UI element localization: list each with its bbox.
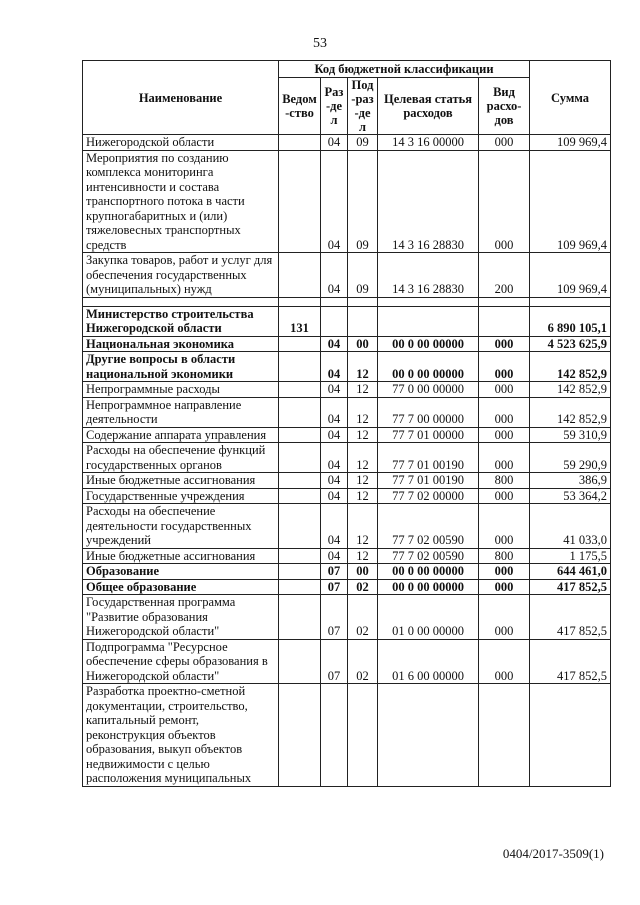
cell-name: Нижегородской области [83, 135, 279, 151]
cell-razdel: 07 [321, 579, 348, 595]
cell-name: Непрограммное направление деятельности [83, 397, 279, 427]
table-row [83, 473, 611, 489]
table-row [83, 564, 611, 580]
cell-vid: 000 [479, 488, 530, 504]
cell-sum: 109 969,4 [530, 135, 611, 151]
cell-sum: 386,9 [530, 473, 611, 489]
cell-vedomstvo [279, 382, 321, 398]
cell-vid: 000 [479, 135, 530, 151]
cell-sum: 644 461,0 [530, 564, 611, 580]
header-podrazdel: Под-раз-дел [348, 78, 378, 135]
spacer-cell [378, 297, 479, 306]
spacer-cell [479, 297, 530, 306]
cell-celevaya [378, 306, 479, 336]
page-number: 53 [313, 36, 327, 51]
cell-vedomstvo [279, 548, 321, 564]
budget-table [82, 60, 611, 787]
table-row [83, 443, 611, 473]
cell-podrazdel: 02 [348, 639, 378, 684]
cell-razdel: 04 [321, 504, 348, 549]
cell-podrazdel: 09 [348, 135, 378, 151]
cell-sum: 417 852,5 [530, 579, 611, 595]
cell-razdel: 07 [321, 639, 348, 684]
spacer-cell [321, 297, 348, 306]
cell-celevaya: 77 7 01 00190 [378, 443, 479, 473]
cell-vedomstvo [279, 564, 321, 580]
cell-razdel: 04 [321, 253, 348, 298]
cell-podrazdel: 12 [348, 443, 378, 473]
cell-vedomstvo [279, 504, 321, 549]
table-row [83, 684, 611, 787]
cell-sum: 6 890 105,1 [530, 306, 611, 336]
cell-vedomstvo [279, 488, 321, 504]
cell-vid: 200 [479, 253, 530, 298]
cell-razdel [321, 306, 348, 336]
cell-name: Содержание аппарата управления [83, 427, 279, 443]
cell-podrazdel: 00 [348, 336, 378, 352]
cell-vedomstvo [279, 253, 321, 298]
cell-podrazdel: 09 [348, 150, 378, 253]
table-row [83, 548, 611, 564]
cell-name: Другие вопросы в области национальной экономики [83, 352, 279, 382]
cell-razdel: 04 [321, 150, 348, 253]
cell-razdel: 04 [321, 473, 348, 489]
cell-vid: 000 [479, 639, 530, 684]
cell-name: Министерство строительства Нижегородской области [83, 306, 279, 336]
cell-vedomstvo: 131 [279, 306, 321, 336]
cell-sum: 59 310,9 [530, 427, 611, 443]
header-code-group: Код бюджетной классификации [279, 61, 530, 78]
cell-celevaya: 77 7 01 00000 [378, 427, 479, 443]
cell-sum: 53 364,2 [530, 488, 611, 504]
cell-razdel: 04 [321, 443, 348, 473]
table-row [83, 488, 611, 504]
table-row [83, 352, 611, 382]
cell-name: Национальная экономика [83, 336, 279, 352]
cell-vedomstvo [279, 135, 321, 151]
cell-celevaya: 77 7 01 00190 [378, 473, 479, 489]
cell-razdel [321, 684, 348, 787]
table-row [83, 382, 611, 398]
cell-celevaya: 00 0 00 00000 [378, 564, 479, 580]
cell-celevaya: 01 0 00 00000 [378, 595, 479, 640]
cell-sum: 1 175,5 [530, 548, 611, 564]
cell-vedomstvo [279, 579, 321, 595]
cell-razdel: 04 [321, 427, 348, 443]
cell-name: Государственные учреждения [83, 488, 279, 504]
cell-sum: 41 033,0 [530, 504, 611, 549]
cell-name: Разработка проектно-сметной документации, строительство, капитальный ремонт, реконструкция объектов образования, выкуп объектов недвижимости с целью расположения муниципальных [83, 684, 279, 787]
cell-podrazdel: 12 [348, 548, 378, 564]
table-row [83, 595, 611, 640]
cell-name: Расходы на обеспечение деятельности государственных учреждений [83, 504, 279, 549]
spacer-cell [530, 297, 611, 306]
cell-vid: 000 [479, 595, 530, 640]
table-row [83, 253, 611, 298]
cell-sum: 417 852,5 [530, 639, 611, 684]
table-row [83, 579, 611, 595]
cell-vedomstvo [279, 473, 321, 489]
cell-razdel: 04 [321, 548, 348, 564]
table-row [83, 135, 611, 151]
cell-sum: 4 523 625,9 [530, 336, 611, 352]
cell-celevaya: 00 0 00 00000 [378, 336, 479, 352]
cell-name: Государственная программа "Развитие образования Нижегородской области" [83, 595, 279, 640]
table-body [83, 135, 611, 787]
cell-name: Подпрограмма "Ресурсное обеспечение сферы образования в Нижегородской области" [83, 639, 279, 684]
cell-podrazdel [348, 306, 378, 336]
cell-podrazdel: 02 [348, 579, 378, 595]
table-row [83, 397, 611, 427]
header-name: Наименование [83, 61, 279, 135]
cell-celevaya: 77 7 02 00000 [378, 488, 479, 504]
cell-podrazdel: 12 [348, 473, 378, 489]
cell-celevaya: 14 3 16 28830 [378, 150, 479, 253]
cell-razdel: 04 [321, 397, 348, 427]
cell-celevaya: 77 7 02 00590 [378, 548, 479, 564]
cell-vid: 800 [479, 548, 530, 564]
header-sum: Сумма [530, 61, 611, 135]
cell-celevaya: 00 0 00 00000 [378, 352, 479, 382]
cell-vedomstvo [279, 443, 321, 473]
table-row [83, 336, 611, 352]
table-row [83, 427, 611, 443]
header-vid: Вид расхо-дов [479, 78, 530, 135]
cell-sum: 142 852,9 [530, 352, 611, 382]
table-row [83, 639, 611, 684]
cell-vid: 000 [479, 427, 530, 443]
cell-podrazdel: 09 [348, 253, 378, 298]
cell-podrazdel: 12 [348, 382, 378, 398]
cell-podrazdel: 12 [348, 352, 378, 382]
cell-name: Расходы на обеспечение функций государственных органов [83, 443, 279, 473]
cell-vid: 000 [479, 564, 530, 580]
cell-podrazdel: 12 [348, 427, 378, 443]
cell-vid: 000 [479, 150, 530, 253]
cell-razdel: 04 [321, 135, 348, 151]
cell-celevaya: 14 3 16 00000 [378, 135, 479, 151]
spacer-cell [83, 297, 279, 306]
cell-name: Иные бюджетные ассигнования [83, 473, 279, 489]
cell-razdel: 04 [321, 382, 348, 398]
document-code: 0404/2017-3509(1) [502, 846, 604, 861]
cell-vid [479, 306, 530, 336]
cell-sum: 142 852,9 [530, 397, 611, 427]
cell-podrazdel [348, 684, 378, 787]
cell-podrazdel: 12 [348, 397, 378, 427]
header-celevaya: Целевая статья расходов [378, 78, 479, 135]
cell-vedomstvo [279, 397, 321, 427]
cell-celevaya: 00 0 00 00000 [378, 579, 479, 595]
spacer-cell [279, 297, 321, 306]
cell-sum: 417 852,5 [530, 595, 611, 640]
cell-podrazdel: 12 [348, 488, 378, 504]
header-razdel: Раз-дел [321, 78, 348, 135]
cell-razdel: 07 [321, 564, 348, 580]
cell-celevaya: 77 7 00 00000 [378, 397, 479, 427]
cell-celevaya: 01 6 00 00000 [378, 639, 479, 684]
cell-name: Образование [83, 564, 279, 580]
cell-celevaya: 14 3 16 28830 [378, 253, 479, 298]
spacer-row [83, 297, 611, 306]
cell-vid: 800 [479, 473, 530, 489]
cell-vedomstvo [279, 427, 321, 443]
cell-celevaya: 77 7 02 00590 [378, 504, 479, 549]
cell-vid: 000 [479, 579, 530, 595]
cell-name: Общее образование [83, 579, 279, 595]
cell-vedomstvo [279, 150, 321, 253]
cell-vid: 000 [479, 504, 530, 549]
cell-name: Мероприятия по созданию комплекса мониторинга интенсивности и состава транспортного потока в части крупногабаритных и (или) тяжеловесных транспортных средств [83, 150, 279, 253]
header-vedomstvo: Ведом-ство [279, 78, 321, 135]
cell-podrazdel: 02 [348, 595, 378, 640]
cell-razdel: 07 [321, 595, 348, 640]
cell-name: Непрограммные расходы [83, 382, 279, 398]
cell-vid: 000 [479, 352, 530, 382]
cell-vedomstvo [279, 684, 321, 787]
cell-razdel: 04 [321, 488, 348, 504]
table-row [83, 306, 611, 336]
cell-vedomstvo [279, 352, 321, 382]
cell-vid [479, 684, 530, 787]
cell-sum: 109 969,4 [530, 253, 611, 298]
cell-vedomstvo [279, 336, 321, 352]
cell-podrazdel: 12 [348, 504, 378, 549]
cell-sum: 142 852,9 [530, 382, 611, 398]
cell-vid: 000 [479, 397, 530, 427]
cell-name: Иные бюджетные ассигнования [83, 548, 279, 564]
cell-sum [530, 684, 611, 787]
cell-podrazdel: 00 [348, 564, 378, 580]
cell-razdel: 04 [321, 336, 348, 352]
cell-vedomstvo [279, 595, 321, 640]
table-row [83, 504, 611, 549]
cell-celevaya: 77 0 00 00000 [378, 382, 479, 398]
cell-razdel: 04 [321, 352, 348, 382]
cell-sum: 109 969,4 [530, 150, 611, 253]
cell-vedomstvo [279, 639, 321, 684]
cell-vid: 000 [479, 382, 530, 398]
cell-sum: 59 290,9 [530, 443, 611, 473]
cell-celevaya [378, 684, 479, 787]
spacer-cell [348, 297, 378, 306]
cell-vid: 000 [479, 336, 530, 352]
table-row [83, 150, 611, 253]
cell-name: Закупка товаров, работ и услуг для обеспечения государственных (муниципальных) нужд [83, 253, 279, 298]
cell-vid: 000 [479, 443, 530, 473]
